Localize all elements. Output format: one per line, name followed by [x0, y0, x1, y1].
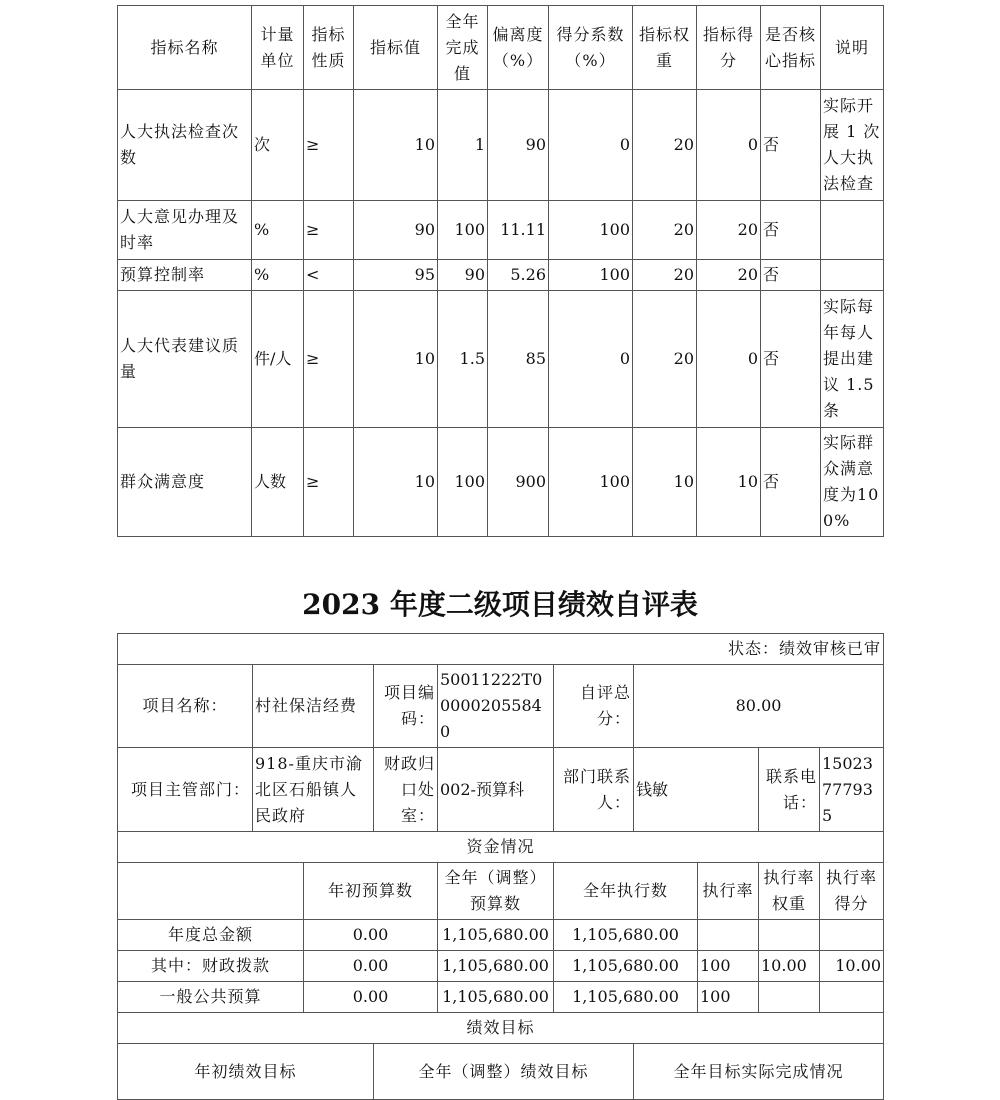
indicator-table: [117, 5, 884, 537]
indicator-target: 10: [354, 291, 438, 428]
header-cell: 年初预算数: [304, 863, 438, 920]
indicator-unit: %: [252, 260, 304, 291]
indicator-unit: 人数: [252, 428, 304, 537]
funds-rate-weight: [759, 920, 820, 951]
header-cell: 计量单位: [252, 6, 304, 90]
header-cell: 全年完成值: [438, 6, 488, 90]
funds-label: 其中：财政拨款: [118, 951, 304, 982]
indicator-core: 否: [761, 291, 821, 428]
goals-cols-row: [118, 1044, 884, 1100]
indicator-deviation: 900: [488, 428, 549, 537]
phone-value: 15023777935: [820, 748, 884, 832]
self-score-value: 80.00: [634, 665, 884, 748]
header-cell: 执行率得分: [820, 863, 884, 920]
indicator-score: 20: [697, 201, 761, 260]
funds-initial: 0.00: [304, 920, 438, 951]
indicator-note: 实际群众满意度为100%: [821, 428, 884, 537]
indicator-actual: 100: [438, 428, 488, 537]
project-code-label: 项目编码：: [374, 665, 438, 748]
header-cell: 得分系数（%）: [549, 6, 633, 90]
header-cell: 指标名称: [118, 6, 252, 90]
indicator-score: 10: [697, 428, 761, 537]
table-row: [118, 428, 884, 537]
contact-label: 部门联系人：: [554, 748, 634, 832]
funds-rate: [698, 920, 759, 951]
indicator-note: 实际开展 1 次人大执法检查: [821, 90, 884, 201]
funds-label: 年度总金额: [118, 920, 304, 951]
header-cell: 是否核心指标: [761, 6, 821, 90]
funds-header-row: [118, 832, 884, 863]
dept-value: 918-重庆市渝北区石船镇人民政府: [253, 748, 374, 832]
empty-cell: [118, 863, 304, 920]
indicator-core: 否: [761, 90, 821, 201]
table-row: [118, 951, 884, 982]
self-score-label: 自评总分：: [554, 665, 634, 748]
phone-label: 联系电话：: [759, 748, 820, 832]
finance-value: 002-预算科: [438, 748, 554, 832]
indicator-actual: 1: [438, 90, 488, 201]
section-header: 资金情况: [118, 832, 884, 863]
indicator-core: 否: [761, 201, 821, 260]
table-row: [118, 90, 884, 201]
project-row: [118, 665, 884, 748]
indicator-coef: 0: [549, 291, 633, 428]
funds-adjusted: 1,105,680.00: [438, 920, 554, 951]
indicator-deviation: 85: [488, 291, 549, 428]
finance-label: 财政归口处室：: [374, 748, 438, 832]
funds-rate: 100: [698, 951, 759, 982]
indicator-score: 20: [697, 260, 761, 291]
indicator-note: 实际每年每人提出建议 1.5 条: [821, 291, 884, 428]
indicator-actual: 1.5: [438, 291, 488, 428]
header-cell: 偏离度（%）: [488, 6, 549, 90]
indicator-deviation: 90: [488, 90, 549, 201]
indicator-name: 群众满意度: [118, 428, 252, 537]
status-badge: 状态：绩效审核已审: [118, 634, 884, 665]
goals-header-row: [118, 1013, 884, 1044]
funds-adjusted: 1,105,680.00: [438, 982, 554, 1013]
indicator-core: 否: [761, 428, 821, 537]
funds-executed: 1,105,680.00: [554, 982, 698, 1013]
indicator-name: 人大代表建议质量: [118, 291, 252, 428]
dept-label: 项目主管部门：: [118, 748, 253, 832]
indicator-score: 0: [697, 291, 761, 428]
indicator-target: 10: [354, 428, 438, 537]
indicator-coef: 100: [549, 201, 633, 260]
table-header-row: [118, 6, 884, 90]
indicator-note: [821, 260, 884, 291]
funds-rate-score: 10.00: [820, 951, 884, 982]
indicator-nature: <: [304, 260, 354, 291]
header-cell: 指标性质: [304, 6, 354, 90]
header-cell: 说明: [821, 6, 884, 90]
indicator-target: 10: [354, 90, 438, 201]
indicator-weight: 20: [633, 201, 697, 260]
indicator-unit: 件/人: [252, 291, 304, 428]
header-cell: 全年执行数: [554, 863, 698, 920]
indicator-unit: %: [252, 201, 304, 260]
dept-row: [118, 748, 884, 832]
indicator-score: 0: [697, 90, 761, 201]
status-row: [118, 634, 884, 665]
indicator-weight: 10: [633, 428, 697, 537]
table-row: [118, 201, 884, 260]
funds-rate-weight: 10.00: [759, 951, 820, 982]
indicator-actual: 100: [438, 201, 488, 260]
indicator-core: 否: [761, 260, 821, 291]
table-row: [118, 291, 884, 428]
header-cell: 指标得分: [697, 6, 761, 90]
table-row: [118, 982, 884, 1013]
funds-initial: 0.00: [304, 982, 438, 1013]
indicator-weight: 20: [633, 90, 697, 201]
indicator-weight: 20: [633, 291, 697, 428]
indicator-name: 人大执法检查次数: [118, 90, 252, 201]
funds-cols-row: [118, 863, 884, 920]
indicator-target: 95: [354, 260, 438, 291]
funds-adjusted: 1,105,680.00: [438, 951, 554, 982]
funds-executed: 1,105,680.00: [554, 951, 698, 982]
indicator-actual: 90: [438, 260, 488, 291]
table-row: [118, 260, 884, 291]
indicator-unit: 次: [252, 90, 304, 201]
funds-label: 一般公共预算: [118, 982, 304, 1013]
header-cell: 全年（调整）绩效目标: [374, 1044, 634, 1100]
section-header: 绩效目标: [118, 1013, 884, 1044]
funds-rate: 100: [698, 982, 759, 1013]
funds-rate-weight: [759, 982, 820, 1013]
funds-initial: 0.00: [304, 951, 438, 982]
indicator-deviation: 11.11: [488, 201, 549, 260]
header-cell: 全年目标实际完成情况: [634, 1044, 884, 1100]
indicator-nature: ≥: [304, 291, 354, 428]
funds-rate-score: [820, 982, 884, 1013]
indicator-weight: 20: [633, 260, 697, 291]
header-cell: 指标权重: [633, 6, 697, 90]
project-name-value: 村社保洁经费: [253, 665, 374, 748]
indicator-coef: 100: [549, 260, 633, 291]
evaluation-table: [117, 633, 884, 1100]
header-cell: 执行率: [698, 863, 759, 920]
indicator-coef: 100: [549, 428, 633, 537]
indicator-name: 人大意见办理及时率: [118, 201, 252, 260]
indicator-name: 预算控制率: [118, 260, 252, 291]
header-cell: 指标值: [354, 6, 438, 90]
page-title: 2023 年度二级项目绩效自评表: [302, 588, 698, 621]
indicator-nature: ≥: [304, 428, 354, 537]
indicator-target: 90: [354, 201, 438, 260]
contact-value: 钱敏: [634, 748, 759, 832]
indicator-nature: ≥: [304, 90, 354, 201]
funds-rate-score: [820, 920, 884, 951]
funds-executed: 1,105,680.00: [554, 920, 698, 951]
indicator-coef: 0: [549, 90, 633, 201]
header-cell: 全年（调整）预算数: [438, 863, 554, 920]
header-cell: 年初绩效目标: [118, 1044, 374, 1100]
table-row: [118, 920, 884, 951]
header-cell: 执行率权重: [759, 863, 820, 920]
project-code-value: 50011222T000002055840: [438, 665, 554, 748]
project-name-label: 项目名称：: [118, 665, 253, 748]
indicator-nature: ≥: [304, 201, 354, 260]
indicator-note: [821, 201, 884, 260]
indicator-deviation: 5.26: [488, 260, 549, 291]
